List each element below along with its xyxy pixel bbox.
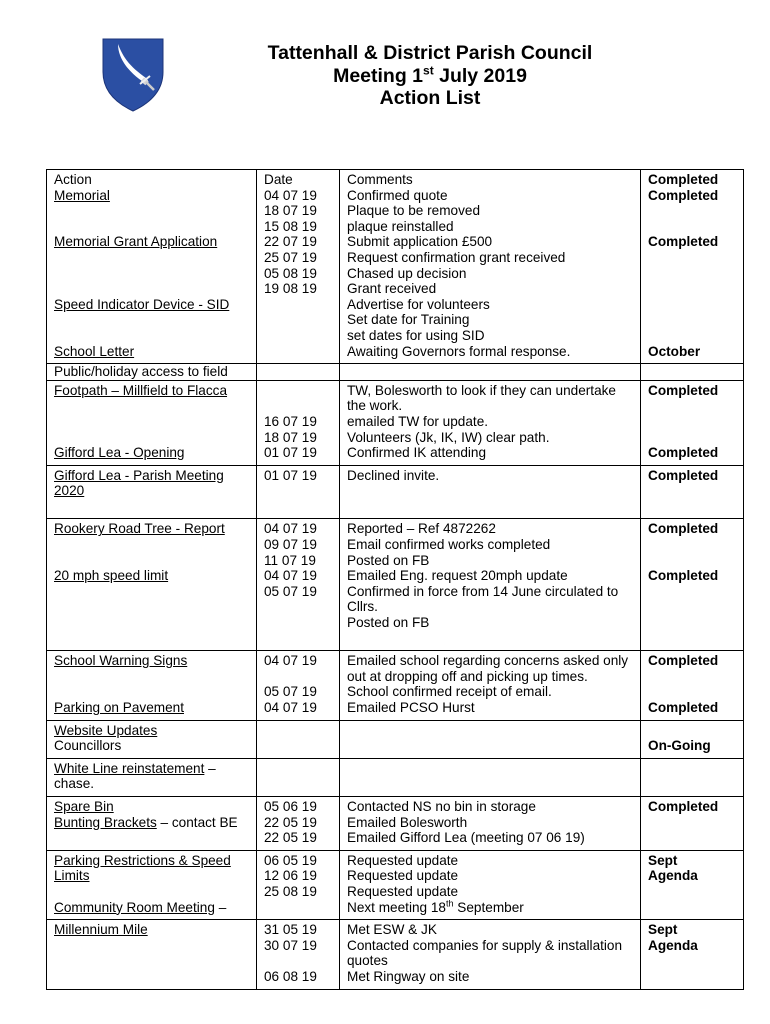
date-value: 04 07 19 [264, 187, 317, 203]
date-value: 22 05 19 [264, 814, 317, 830]
date-value: 12 06 19 [264, 868, 317, 884]
column-header-status: Completed [648, 172, 719, 187]
date-value: 22 07 19 [264, 234, 317, 250]
date-value: 19 08 19 [264, 281, 317, 297]
action-item: School Warning Signs [54, 653, 188, 669]
comment-line: Chased up decision [347, 265, 467, 281]
date-cell [257, 364, 340, 381]
status-badge: Completed [648, 521, 719, 537]
date-value: 01 07 19 [264, 467, 317, 483]
action-item: Bunting Brackets – contact BE [54, 814, 238, 830]
comment-line: Emailed Bolesworth [347, 814, 468, 830]
table-row [47, 380, 744, 465]
date-value: 30 07 19 [264, 937, 317, 953]
column-header-action: Action [54, 172, 92, 187]
action-item: Memorial [54, 187, 110, 203]
action-cell [47, 380, 257, 465]
date-cell [257, 796, 340, 850]
date-value: 05 08 19 [264, 265, 317, 281]
status-badge: Agenda [648, 868, 698, 884]
action-cell [47, 364, 257, 381]
date-value: 16 07 19 [264, 413, 317, 429]
date-value: 25 08 19 [264, 883, 317, 899]
date-value: 06 05 19 [264, 852, 317, 868]
status-badge: On-Going [648, 738, 711, 754]
status-cell [641, 380, 744, 465]
date-cell [257, 850, 340, 919]
table-row [47, 758, 744, 796]
action-item: Millennium Mile [54, 922, 148, 938]
action-cell [47, 170, 257, 364]
date-value: 31 05 19 [264, 922, 317, 938]
crest-shield-icon [102, 38, 164, 112]
title-line-2: Meeting 1st July 2019 [333, 63, 527, 87]
action-cell [47, 519, 257, 651]
date-cell [257, 380, 340, 465]
date-value: 15 08 19 [264, 218, 317, 234]
date-value: 05 07 19 [264, 684, 317, 700]
comment-line: Met ESW & JK [347, 922, 437, 938]
status-cell [641, 519, 744, 651]
status-badge: Completed [648, 568, 719, 584]
comment-line: Confirmed IK attending [347, 445, 487, 461]
action-cell [47, 651, 257, 720]
status-badge: Completed [648, 700, 719, 715]
table-row [47, 364, 744, 381]
action-item: Gifford Lea - Parish Meeting 2020 [54, 467, 224, 499]
comment-line: School confirmed receipt of email. [347, 684, 552, 700]
date-value: 22 05 19 [264, 830, 317, 846]
comments-cell [340, 920, 641, 989]
action-cell [47, 920, 257, 989]
comment-line: Declined invite. [347, 467, 440, 483]
action-cell [47, 850, 257, 919]
action-item: Memorial Grant Application [54, 234, 218, 250]
action-item: Rookery Road Tree - Report [54, 521, 225, 537]
date-value: 06 08 19 [264, 968, 317, 984]
comment-line: Requested update [347, 868, 459, 884]
status-badge: Sept [648, 922, 678, 938]
date-value: 04 07 19 [264, 653, 317, 669]
status-badge: Completed [648, 798, 719, 814]
comments-cell [340, 380, 641, 465]
status-badge: Sept [648, 852, 678, 868]
comment-line: Emailed PCSO Hurst [347, 700, 475, 715]
comment-line: Emailed school regarding concerns asked only out at dropping off and picking up times. [347, 653, 629, 684]
action-item: Speed Indicator Device - SID [54, 296, 230, 312]
date-value: 18 07 19 [264, 203, 317, 219]
status-cell [641, 170, 744, 364]
action-item: Community Room Meeting – [54, 899, 227, 915]
comment-line: emailed TW for update. [347, 413, 489, 429]
comment-line: Volunteers (Jk, IK, IW) clear path. [347, 429, 550, 445]
comments-cell [340, 850, 641, 919]
comments-cell [340, 465, 641, 519]
comments-cell [340, 758, 641, 796]
action-item: Councillors [54, 738, 122, 754]
date-value: 25 07 19 [264, 249, 317, 265]
comments-cell [340, 170, 641, 364]
comment-line: Met Ringway on site [347, 968, 470, 984]
comment-line: Awaiting Governors formal response. [347, 343, 571, 359]
action-cell [47, 720, 257, 758]
comment-line: Requested update [347, 883, 459, 899]
status-badge: Completed [648, 382, 719, 398]
comment-line: Posted on FB [347, 615, 430, 631]
action-list-table [46, 169, 744, 990]
action-item: 20 mph speed limit [54, 568, 169, 584]
comment-line: Set date for Training [347, 312, 470, 328]
comment-line: Next meeting 18th September [347, 898, 524, 915]
date-value: 09 07 19 [264, 537, 317, 553]
table-row [47, 720, 744, 758]
table-row [47, 920, 744, 989]
table-row [47, 651, 744, 720]
comment-line: Emailed Gifford Lea (meeting 07 06 19) [347, 830, 585, 846]
table-row [47, 465, 744, 519]
comments-cell [340, 796, 641, 850]
action-cell [47, 758, 257, 796]
status-cell [641, 651, 744, 720]
status-cell [641, 796, 744, 850]
comments-cell [340, 519, 641, 651]
comment-line: Request confirmation grant received [347, 249, 566, 265]
action-item: White Line reinstatement – chase. [54, 760, 216, 792]
date-cell [257, 720, 340, 758]
action-item: Parking on Pavement [54, 700, 184, 715]
comment-line: Posted on FB [347, 552, 430, 568]
date-value: 04 07 19 [264, 521, 317, 537]
comment-line: Emailed Eng. request 20mph update [347, 568, 568, 584]
date-cell [257, 465, 340, 519]
action-item: Footpath – Millfield to Flacca [54, 382, 228, 398]
action-item: Gifford Lea - Opening [54, 445, 185, 461]
action-item: Parking Restrictions & Speed Limits [54, 852, 231, 884]
table-row [47, 170, 744, 364]
table-row [47, 519, 744, 651]
date-value: 11 07 19 [264, 552, 316, 568]
action-cell [47, 465, 257, 519]
status-cell [641, 920, 744, 989]
status-cell [641, 850, 744, 919]
date-cell [257, 920, 340, 989]
column-header-date: Date [264, 172, 293, 187]
date-cell [257, 519, 340, 651]
action-item: Public/holiday access to field [54, 364, 228, 380]
comments-cell [340, 651, 641, 720]
comment-line: TW, Bolesworth to look if they can undertake the work. [347, 382, 616, 414]
date-value: 05 06 19 [264, 798, 317, 814]
date-cell [257, 758, 340, 796]
action-cell [47, 796, 257, 850]
status-cell [641, 720, 744, 758]
status-badge: Completed [648, 467, 719, 483]
comments-cell [340, 720, 641, 758]
status-badge: Completed [648, 234, 719, 250]
date-value: 04 07 19 [264, 700, 317, 715]
title-line-3: Action List [379, 87, 481, 109]
comment-line: Grant received [347, 281, 437, 297]
comment-line: Submit application £500 [347, 234, 493, 250]
comment-line: Requested update [347, 852, 459, 868]
comment-line: Email confirmed works completed [347, 537, 551, 553]
action-item: Spare Bin [54, 798, 114, 814]
action-item: Website Updates [54, 722, 158, 738]
date-value: 05 07 19 [264, 583, 317, 599]
comment-line: Confirmed quote [347, 187, 448, 203]
status-badge: Completed [648, 653, 719, 669]
table-row [47, 796, 744, 850]
page-title [200, 42, 660, 110]
status-badge: Completed [648, 445, 719, 461]
comment-line: Confirmed in force from 14 June circulated to Cllrs. [347, 583, 619, 615]
title-line-1: Tattenhall & District Parish Council [267, 42, 593, 64]
status-cell [641, 758, 744, 796]
date-cell [257, 651, 340, 720]
status-cell [641, 364, 744, 381]
column-header-comments: Comments [347, 172, 413, 187]
comments-cell [340, 364, 641, 381]
date-value: 01 07 19 [264, 445, 317, 461]
comment-line: Reported – Ref 4872262 [347, 521, 496, 537]
table-row [47, 850, 744, 919]
comment-line: Plaque to be removed [347, 203, 481, 219]
date-value: 04 07 19 [264, 568, 317, 584]
status-badge: October [648, 343, 701, 359]
comment-line: plaque reinstalled [347, 218, 454, 234]
comment-line: Advertise for volunteers [347, 296, 490, 312]
status-cell [641, 465, 744, 519]
comment-line: set dates for using SID [347, 327, 485, 343]
date-value: 18 07 19 [264, 429, 317, 445]
status-badge: Completed [648, 187, 719, 203]
comment-line: Contacted NS no bin in storage [347, 798, 536, 814]
date-cell [257, 170, 340, 364]
comment-line: Contacted companies for supply & installation quotes [347, 937, 623, 969]
status-badge: Agenda [648, 937, 698, 953]
action-item: School Letter [54, 343, 135, 359]
